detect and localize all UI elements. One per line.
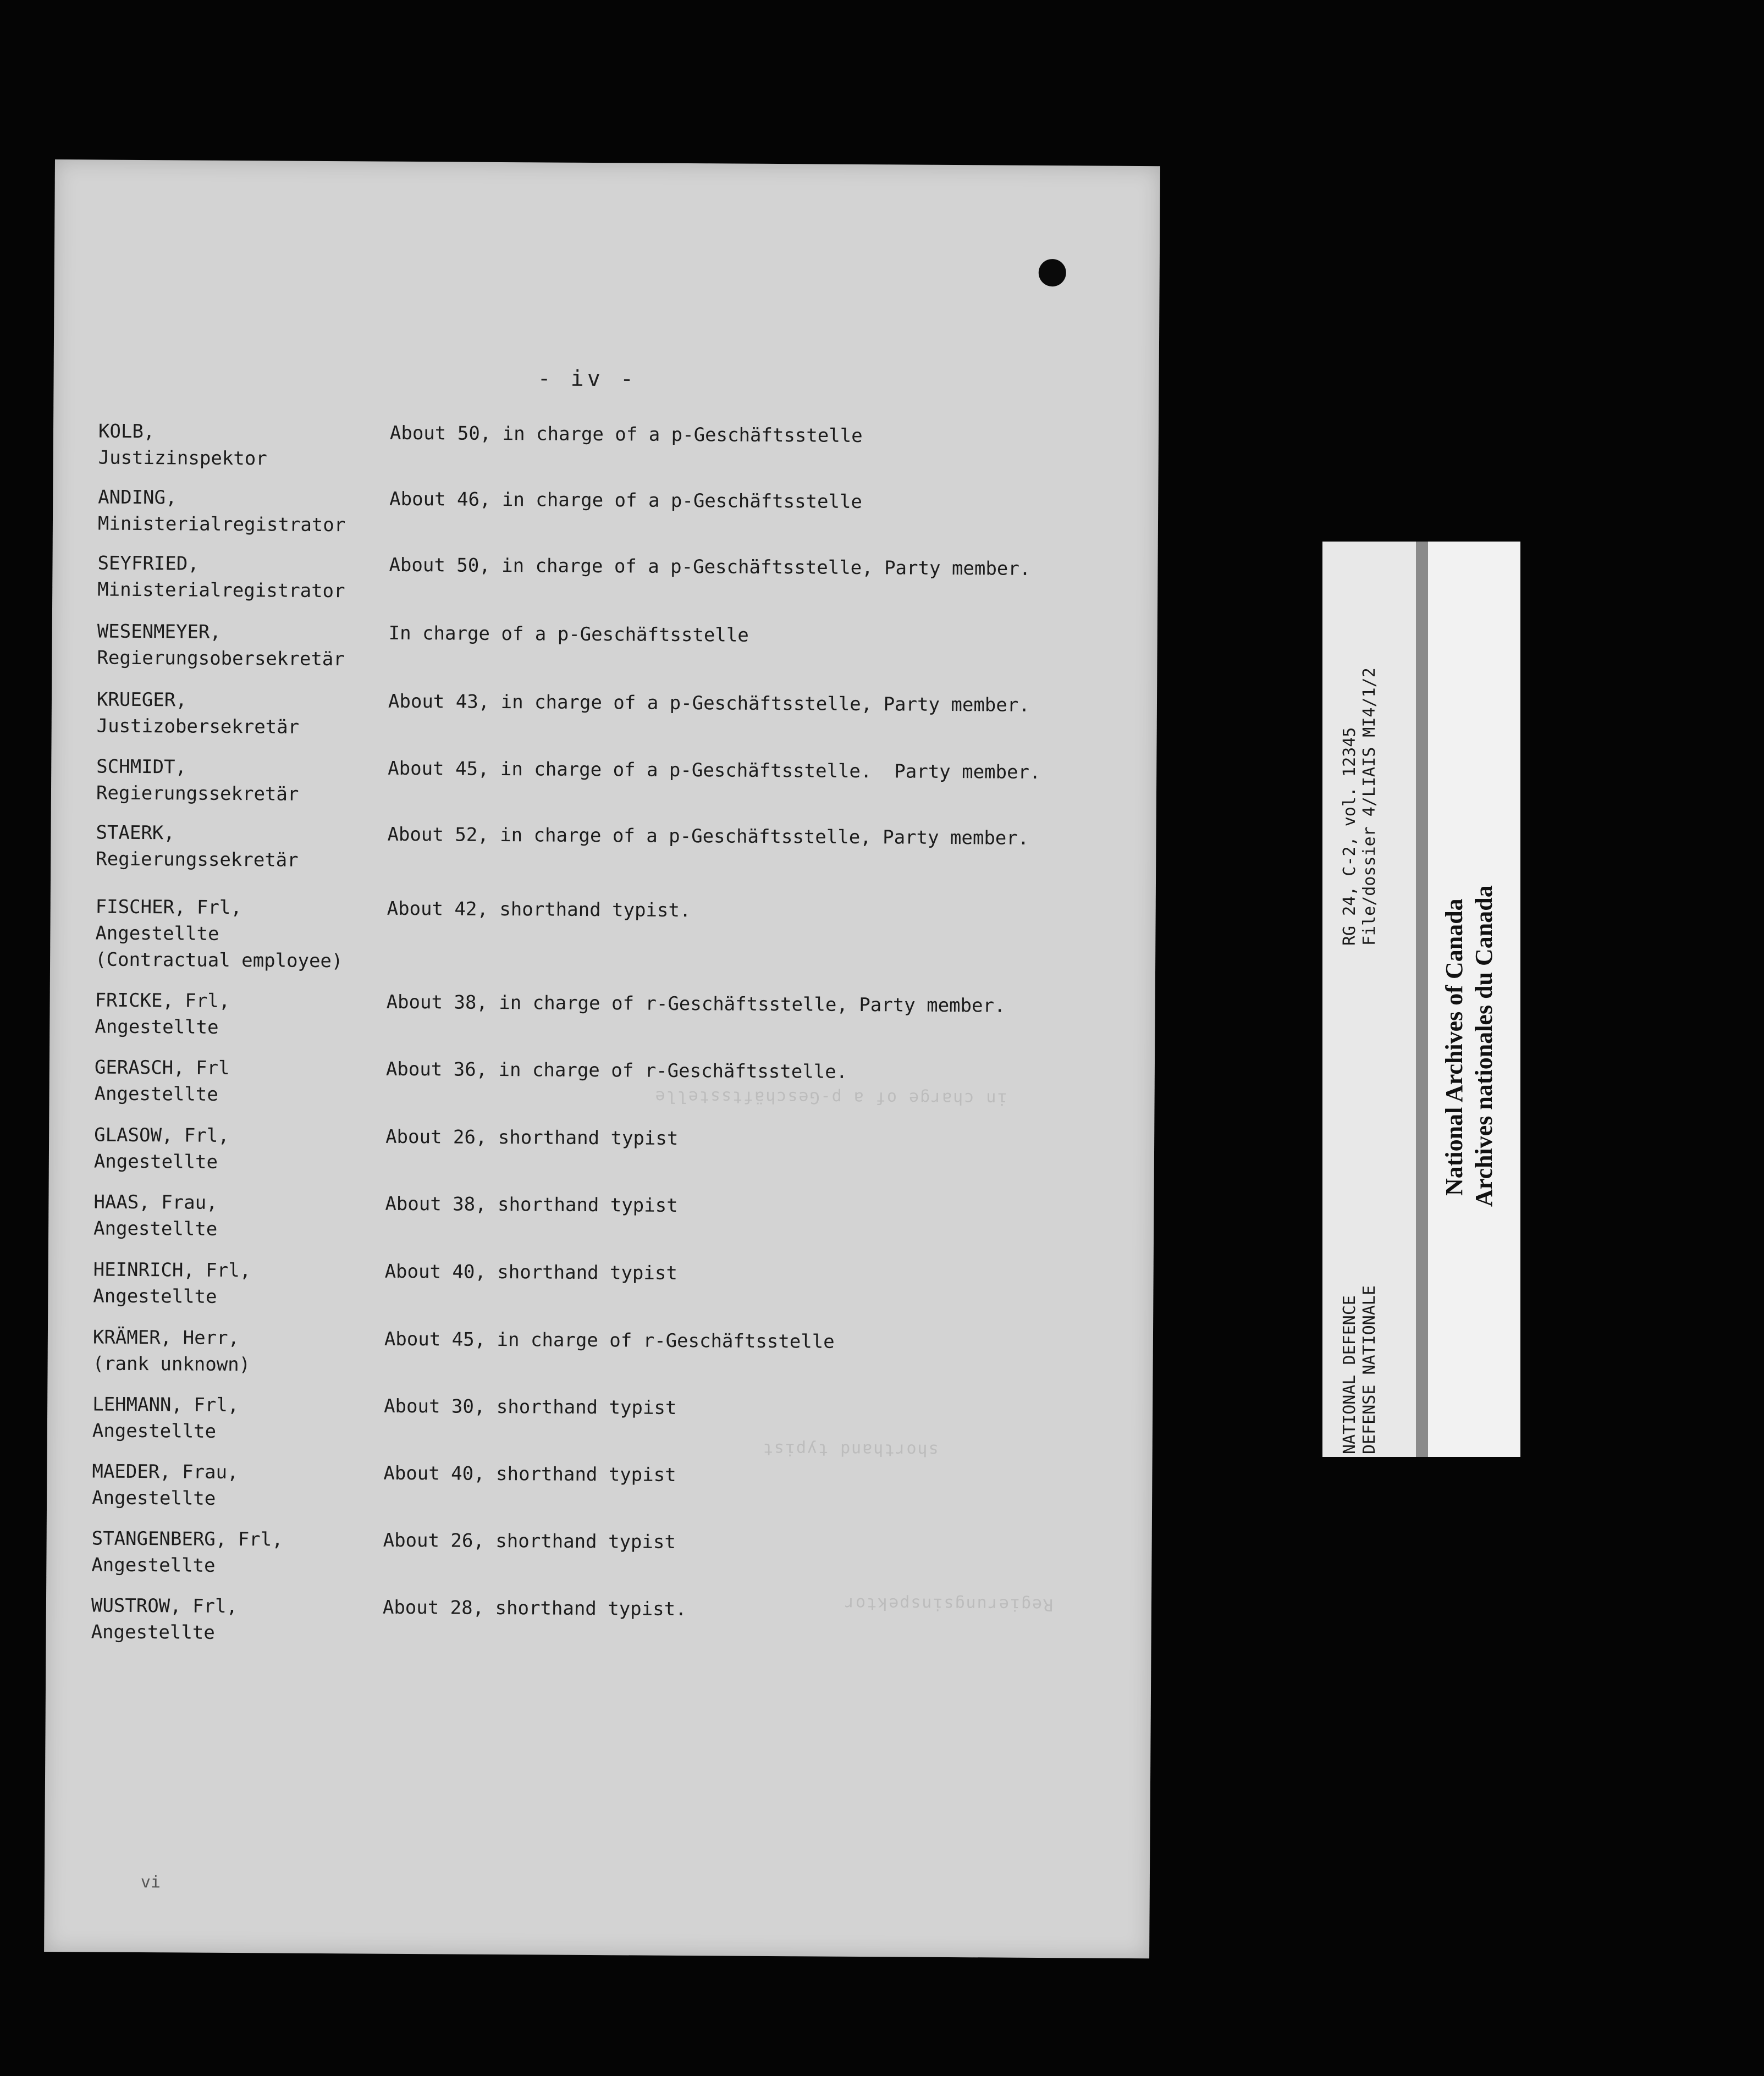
personnel-description: About 50, in charge of a p-Geschäftsstelle, Party member. (389, 554, 1031, 580)
personnel-name: WUSTROW, Frl, Angestellte (91, 1594, 238, 1644)
personnel-name: KOLB, Justizinspektor (98, 420, 267, 470)
list-item (97, 550, 1143, 603)
personnel-description: About 40, shorthand typist (384, 1260, 677, 1284)
label-stripe (1416, 542, 1428, 1457)
personnel-name: HAAS, Frau, Angestellte (93, 1191, 218, 1240)
list-item (92, 1391, 1137, 1443)
personnel-description: About 50, in charge of a p-Geschäftsstelle (389, 422, 863, 447)
archive-label (1322, 542, 1520, 1457)
document-page (44, 159, 1160, 1958)
personnel-name: STAERK, Regierungssekretär (96, 821, 299, 871)
list-item (92, 1324, 1138, 1376)
personnel-name: FISCHER, Frl, Angestellte (Contractual employee) (95, 896, 343, 973)
personnel-description: About 42, shorthand typist. (387, 897, 691, 922)
list-item (97, 484, 1143, 537)
personnel-name: GERASCH, Frl Angestellte (94, 1056, 230, 1106)
personnel-name: ANDING, Ministerialregistrator (97, 486, 346, 537)
footer-mark: vi (140, 1873, 161, 1892)
page-number: - iv - (537, 366, 637, 392)
list-item (93, 1256, 1138, 1308)
personnel-name: LEHMANN, Frl, Angestellte (92, 1393, 239, 1443)
reference-text: RG 24, C-2, vol. 12345 File/dossier 4/LIAIS MI4/1/2 (1340, 667, 1379, 946)
list-item (93, 1189, 1139, 1240)
list-item (95, 893, 1140, 973)
personnel-description: About 45, in charge of r-Geschäftsstelle (384, 1328, 835, 1353)
personnel-description: About 40, shorthand typist (383, 1462, 676, 1486)
list-item (98, 418, 1143, 470)
list-item (91, 1525, 1137, 1577)
punch-hole (1039, 259, 1066, 286)
bleed-through-text: Regierungsinspektor (843, 1593, 1054, 1615)
personnel-description: In charge of a p-Geschäftsstelle (388, 622, 749, 647)
bleed-through-text: shorthand typist (762, 1439, 939, 1460)
personnel-name: HEINRICH, Frl, Angestellte (93, 1258, 251, 1308)
personnel-name: SEYFRIED, Ministerialregistrator (97, 552, 345, 603)
list-item (96, 753, 1141, 805)
personnel-description: About 38, in charge of r-Geschäftsstelle, Party member. (386, 991, 1006, 1017)
personnel-description: About 26, shorthand typist (383, 1529, 676, 1553)
list-item (93, 1122, 1139, 1173)
personnel-name: GLASOW, Frl, Angestellte (93, 1124, 229, 1173)
personnel-name: KRUEGER, Justizobersekretär (96, 688, 300, 738)
personnel-description: About 45, in charge of a p-Geschäftsstelle. Party member. (388, 757, 1041, 783)
list-item (92, 1458, 1137, 1510)
list-item (97, 618, 1142, 671)
personnel-description: About 52, in charge of a p-Geschäftsstelle, Party member. (387, 823, 1029, 849)
personnel-description: About 36, in charge of r-Geschäftsstelle. (385, 1058, 848, 1083)
department-text: NATIONAL DEFENCE DEFENSE NATIONALE (1340, 1285, 1379, 1454)
list-item (95, 987, 1140, 1039)
personnel-name: SCHMIDT, Regierungssekretär (96, 755, 299, 805)
personnel-name: WESENMEYER, Regierungsobersekretär (97, 620, 345, 671)
list-item (96, 819, 1141, 871)
label-institution-panel (1428, 542, 1520, 1457)
personnel-description: About 38, shorthand typist (385, 1192, 678, 1217)
personnel-description: About 28, shorthand typist. (382, 1596, 687, 1621)
personnel-description: About 43, in charge of a p-Geschäftsstelle, Party member. (388, 690, 1030, 716)
institution-en: National Archives of Canada (1441, 898, 1468, 1196)
personnel-name: STANGENBERG, Frl, Angestellte (91, 1527, 283, 1577)
personnel-name: FRICKE, Frl, Angestellte (95, 989, 230, 1039)
personnel-name: KRÄMER, Herr, (rank unknown) (92, 1326, 251, 1376)
institution-fr: Archives nationales du Canada (1470, 885, 1497, 1207)
bleed-through-text: in charge of a p-Geschäftsstelle (654, 1086, 1007, 1108)
list-item (96, 686, 1142, 738)
personnel-description: About 26, shorthand typist (385, 1125, 679, 1150)
personnel-description: About 30, shorthand typist (384, 1395, 677, 1419)
personnel-name: MAEDER, Frau, Angestellte (92, 1460, 239, 1510)
personnel-description: About 46, in charge of a p-Geschäftsstelle (389, 488, 863, 513)
